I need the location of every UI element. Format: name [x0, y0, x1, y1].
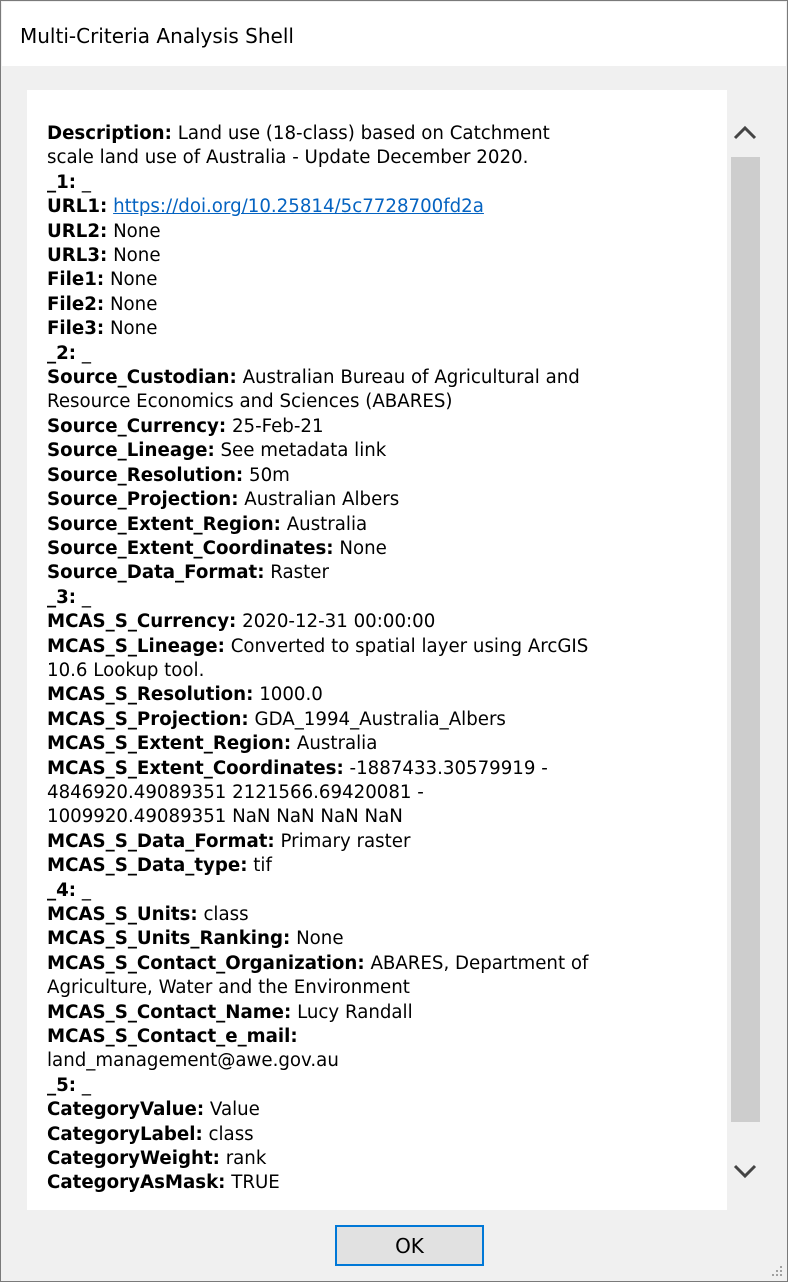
metadata-value: None	[104, 269, 158, 291]
metadata-value: class	[197, 904, 249, 925]
metadata-key: Source_Lineage:	[47, 440, 215, 462]
metadata-value: 25-Feb-21	[226, 415, 324, 437]
metadata-value: Land use (18-class) based on Catchment	[171, 123, 550, 144]
metadata-row	[47, 781, 717, 805]
metadata-key: CategoryLabel:	[47, 1123, 203, 1145]
metadata-row	[47, 244, 717, 268]
scroll-down-button[interactable]	[728, 1151, 761, 1191]
metadata-row	[47, 1171, 717, 1195]
metadata-row	[47, 635, 717, 659]
metadata-row	[47, 464, 717, 488]
metadata-key: _1:	[47, 171, 77, 193]
metadata-key: MCAS_S_Contact_e_mail:	[47, 1026, 298, 1048]
metadata-value: _	[76, 586, 91, 608]
metadata-row	[47, 610, 717, 634]
metadata-value: Converted to spatial layer using ArcGIS	[224, 635, 589, 657]
ok-button[interactable]: OK	[335, 1225, 484, 1266]
window-title: Multi-Criteria Analysis Shell	[20, 24, 294, 48]
metadata-key: MCAS_S_Lineage:	[47, 635, 225, 657]
metadata-row	[47, 488, 717, 512]
metadata-value: _	[76, 879, 91, 901]
metadata-key: MCAS_S_Contact_Name:	[47, 1001, 292, 1023]
metadata-key: MCAS_S_Data_type:	[47, 855, 248, 877]
metadata-row	[47, 268, 717, 292]
metadata-row	[47, 732, 717, 756]
metadata-row	[47, 757, 717, 781]
scroll-up-button[interactable]	[728, 113, 761, 153]
metadata-value: class	[202, 1123, 254, 1145]
metadata-value: None	[333, 537, 387, 559]
metadata-value: Value	[204, 1099, 260, 1121]
metadata-row	[47, 683, 717, 707]
metadata-value: 1009920.49089351 NaN NaN NaN NaN	[47, 806, 403, 828]
metadata-key: CategoryWeight:	[47, 1148, 220, 1170]
metadata-key: MCAS_S_Data_Format:	[47, 830, 275, 852]
metadata-value: None	[107, 220, 161, 242]
metadata-value: land_management@awe.gov.au	[47, 1050, 339, 1072]
metadata-key: Source_Projection:	[47, 489, 239, 511]
metadata-key: File2:	[47, 293, 105, 315]
metadata-key: File1:	[47, 269, 105, 291]
metadata-row	[47, 903, 717, 927]
metadata-value: 4846920.49089351 2121566.69420081 -	[47, 781, 424, 803]
metadata-value: None	[107, 245, 161, 267]
metadata-value: None	[104, 318, 158, 340]
title-bar[interactable]	[2, 2, 786, 66]
metadata-row	[47, 1049, 717, 1073]
metadata-row	[47, 659, 717, 683]
vertical-scrollbar[interactable]	[728, 113, 761, 1191]
metadata-value: 2020-12-31 00:00:00	[236, 611, 436, 633]
metadata-value: Raster	[264, 562, 329, 584]
metadata-panel	[27, 90, 727, 1210]
metadata-value: tif	[247, 855, 272, 877]
metadata-value: Australia	[291, 733, 378, 755]
metadata-row	[47, 1025, 717, 1049]
metadata-key: Description:	[47, 123, 172, 144]
metadata-key: _5:	[47, 1074, 77, 1096]
metadata-key: MCAS_S_Projection:	[47, 708, 249, 730]
metadata-row	[47, 317, 717, 341]
metadata-list	[47, 122, 717, 1196]
metadata-key: _3:	[47, 586, 77, 608]
metadata-row	[47, 805, 717, 829]
metadata-row	[47, 146, 717, 170]
metadata-row	[47, 1123, 717, 1147]
chevron-up-icon	[733, 125, 757, 141]
metadata-row	[47, 952, 717, 976]
metadata-key: URL1:	[47, 196, 108, 218]
metadata-value: Primary raster	[274, 830, 411, 852]
metadata-key: MCAS_S_Extent_Coordinates:	[47, 757, 344, 779]
metadata-row	[47, 1147, 717, 1171]
metadata-key: Source_Resolution:	[47, 464, 244, 486]
metadata-value: 50m	[243, 464, 290, 486]
metadata-value: Australia	[280, 513, 368, 535]
metadata-row	[47, 366, 717, 390]
metadata-row	[47, 513, 717, 537]
metadata-key: Source_Extent_Coordinates:	[47, 537, 334, 559]
metadata-value: ABARES, Department of	[364, 952, 589, 974]
metadata-key: CategoryAsMask:	[47, 1172, 226, 1194]
metadata-value: Resource Economics and Sciences (ABARES)	[47, 391, 453, 413]
metadata-value: See metadata link	[214, 440, 387, 462]
metadata-key: MCAS_S_Units_Ranking:	[47, 928, 291, 950]
metadata-value: 10.6 Lookup tool.	[47, 659, 205, 681]
metadata-value: rank	[219, 1148, 267, 1170]
metadata-value: scale land use of Australia - Update December 2020.	[47, 147, 529, 169]
metadata-row	[47, 586, 717, 610]
metadata-row	[47, 1074, 717, 1098]
metadata-value: Australian Albers	[238, 489, 400, 511]
metadata-row	[47, 1001, 717, 1025]
metadata-row	[47, 927, 717, 951]
metadata-value: _	[76, 1074, 91, 1096]
metadata-row	[47, 342, 717, 366]
metadata-row	[47, 122, 717, 146]
metadata-row	[47, 879, 717, 903]
metadata-value: Agriculture, Water and the Environment	[47, 977, 410, 999]
metadata-key: MCAS_S_Extent_Region:	[47, 733, 292, 755]
metadata-value: None	[104, 293, 158, 315]
metadata-row	[47, 976, 717, 1000]
metadata-row	[47, 1098, 717, 1122]
metadata-key: MCAS_S_Resolution:	[47, 684, 254, 706]
metadata-value: Australian Bureau of Agricultural and	[236, 367, 580, 389]
metadata-key: Source_Currency:	[47, 415, 227, 437]
doi-link[interactable]: https://doi.org/10.25814/5c7728700fd2a	[113, 196, 484, 218]
metadata-key: File3:	[47, 318, 105, 340]
metadata-row	[47, 708, 717, 732]
metadata-row	[47, 537, 717, 561]
metadata-value: _	[76, 342, 91, 364]
metadata-key: MCAS_S_Units:	[47, 904, 198, 925]
metadata-key: Source_Extent_Region:	[47, 513, 281, 535]
metadata-key: MCAS_S_Contact_Organization:	[47, 952, 365, 974]
metadata-key: URL2:	[47, 220, 108, 242]
chevron-down-icon	[733, 1163, 757, 1179]
metadata-row	[47, 830, 717, 854]
metadata-value: TRUE	[225, 1172, 280, 1194]
metadata-value: Lucy Randall	[291, 1001, 413, 1023]
metadata-key: Source_Data_Format:	[47, 562, 265, 584]
metadata-value: _	[76, 171, 91, 193]
metadata-key: _2:	[47, 342, 77, 364]
metadata-row	[47, 561, 717, 585]
scroll-thumb[interactable]	[731, 157, 760, 1122]
resize-grip-icon[interactable]	[769, 1263, 783, 1277]
metadata-value: None	[290, 928, 344, 950]
metadata-row	[47, 220, 717, 244]
metadata-row	[47, 390, 717, 414]
metadata-key: CategoryValue:	[47, 1099, 205, 1121]
metadata-row	[47, 195, 717, 219]
metadata-row	[47, 854, 717, 878]
metadata-row	[47, 293, 717, 317]
metadata-row	[47, 415, 717, 439]
metadata-key: Source_Custodian:	[47, 367, 237, 389]
metadata-key: MCAS_S_Currency:	[47, 611, 237, 633]
metadata-key: _4:	[47, 879, 77, 901]
metadata-key: URL3:	[47, 245, 108, 267]
metadata-value: -1887433.30579919 -	[343, 757, 548, 779]
metadata-value: 1000.0	[253, 684, 323, 706]
metadata-value: GDA_1994_Australia_Albers	[248, 708, 506, 730]
metadata-row	[47, 439, 717, 463]
metadata-row	[47, 171, 717, 195]
